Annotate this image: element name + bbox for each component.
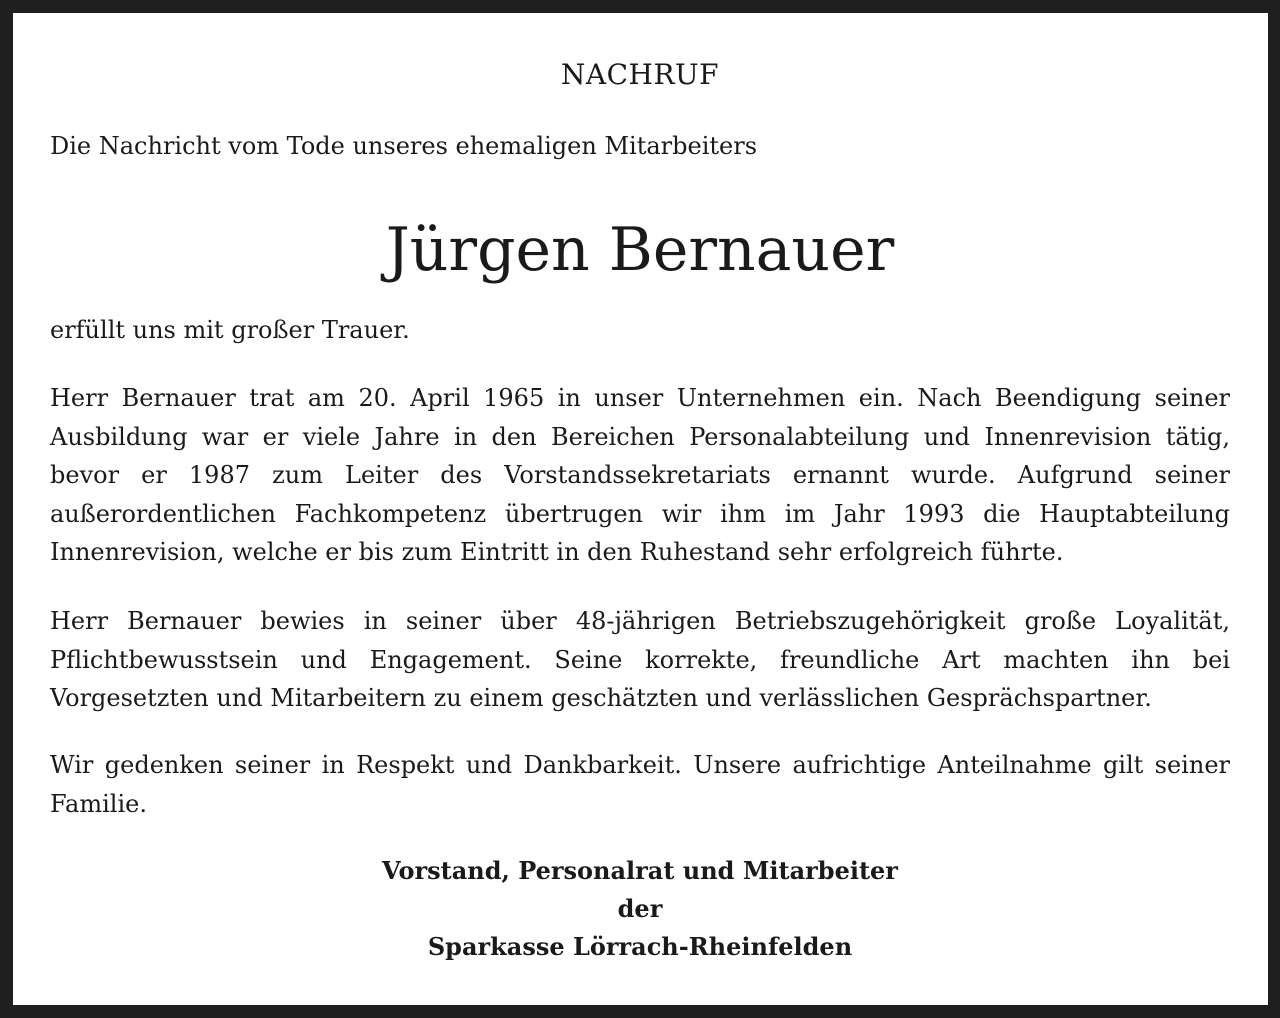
signature-block — [50, 852, 1230, 966]
mourning-text: erfüllt uns mit großer Trauer. — [50, 316, 410, 344]
deceased-name: Jürgen Bernauer — [385, 215, 895, 285]
intro-text: Die Nachricht vom Tode unseres ehemaligen Mitarbeiters — [50, 132, 758, 160]
notice-heading: NACHRUF — [560, 58, 720, 91]
signature-line-3: Sparkasse Lörrach-Rheinfelden — [427, 932, 853, 961]
tribute-paragraph: Herr Bernauer bewies in seiner über 48-jährigen Betriebszugehörigkeit große Loyalität, Pflichtbewusstsein und Engagement. Seine korrekte, freundliche Art machten ihn bei Vorgesetzten und Mitarbeitern zu einem geschätzten und verlässlichen Gesprächspartner. — [50, 607, 1230, 712]
condolence-paragraph: Wir gedenken seiner in Respekt und Dankbarkeit. Unsere aufrichtige Anteilnahme gilt seiner Familie. — [50, 751, 1230, 818]
signature-line-2: der — [617, 894, 663, 923]
career-paragraph: Herr Bernauer trat am 20. April 1965 in unser Unternehmen ein. Nach Beendigung seiner Ausbildung war er viele Jahre in den Bereichen Personalabteilung und Innenrevision tätig, bevor er 1987 zum Leiter des Vorstandssekretariats ernannt wurde. Aufgrund seiner außerordentlichen Fachkompetenz übertrugen wir ihm im Jahr 1993 die Hauptabteilung Innenrevision, welche er bis zum Eintritt in den Ruhestand sehr erfolgreich führte. — [50, 384, 1230, 566]
signature-line-1: Vorstand, Personalrat und Mitarbeiter — [382, 856, 898, 885]
